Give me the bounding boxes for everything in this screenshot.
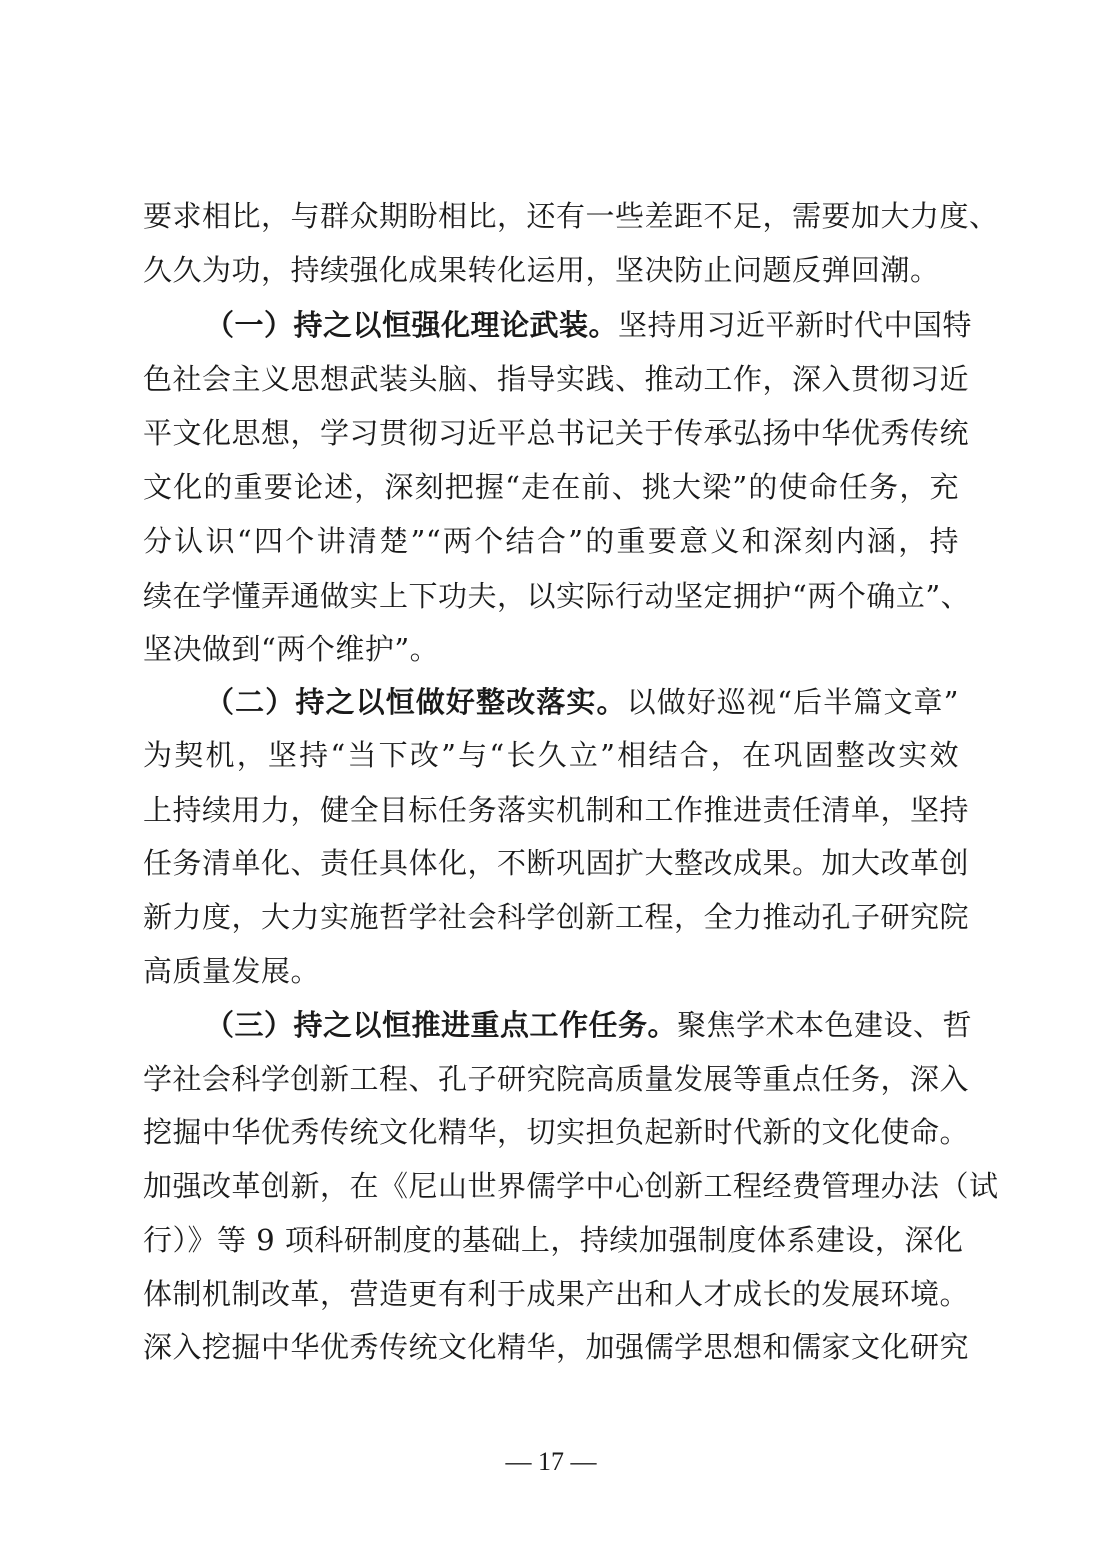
body-text-line: 行）》等 9 项科研制度的基础上，持续加强制度体系建设，深化: [143, 1223, 964, 1257]
body-text-line: 体制机制改革，营造更有利于成果产出和人才成长的发展环境。: [143, 1277, 970, 1311]
body-text-line: 坚决做到“两个维护”。: [143, 632, 440, 666]
body-text-line: 上持续用力，健全目标任务落实机制和工作推进责任清单，坚持: [143, 793, 970, 827]
body-text-line: 学社会科学创新工程、孔子研究院高质量发展等重点任务，深入: [143, 1062, 970, 1096]
body-text-line: 续在学懂弄通做实上下功夫，以实际行动坚定拥护“两个确立”、: [143, 579, 971, 613]
body-text-line: 任务清单化、责任具体化，不断巩固扩大整改成果。加大改革创: [143, 846, 970, 880]
paragraph-first-line: [205, 300, 973, 350]
section-heading: （一）持之以恒强化理论武装。: [205, 308, 619, 342]
body-text-line: 久久为功，持续强化成果转化运用，坚决防止问题反弹回潮。: [143, 253, 940, 287]
body-text-line: 挖掘中华优秀传统文化精华，切实担负起新时代新的文化使命。: [143, 1115, 970, 1149]
body-text: 坚持用习近平新时代中国特: [618, 308, 973, 342]
body-text: 聚焦学术本色建设、哲: [677, 1008, 973, 1042]
body-text-line: 要求相比，与群众期盼相比，还有一些差距不足，需要加大力度、: [143, 199, 999, 233]
section-heading: （二）持之以恒做好整改落实。: [205, 685, 627, 719]
body-text-line: 色社会主义思想武装头脑、指导实践、推动工作，深入贯彻习近: [143, 362, 970, 396]
body-text-line: 分认识“四个讲清楚”“两个结合”的重要意义和深刻内涵，持: [143, 524, 959, 558]
body-text-line: 高质量发展。: [143, 954, 321, 988]
body-text-line: 为契机，坚持“当下改”与“长久立”相结合，在巩固整改实效: [143, 738, 959, 772]
paragraph-first-line: [205, 677, 959, 727]
section-heading: （三）持之以恒推进重点工作任务。: [205, 1008, 678, 1042]
body-text-line: 加强改革创新，在《尼山世界儒学中心创新工程经费管理办法（试: [143, 1169, 999, 1203]
body-text: 以做好巡视“后半篇文章”: [626, 685, 959, 719]
body-text-line: 文化的重要论述，深刻把握“走在前、挑大梁”的使命任务，充: [143, 470, 959, 504]
page-number: — 17 —: [505, 1447, 597, 1476]
paragraph-first-line: [205, 1000, 973, 1050]
body-text-line: 新力度，大力实施哲学社会科学创新工程，全力推动孔子研究院: [143, 900, 970, 934]
body-text-line: 深入挖掘中华优秀传统文化精华，加强儒学思想和儒家文化研究: [143, 1330, 970, 1364]
body-text-line: 平文化思想，学习贯彻习近平总书记关于传承弘扬中华优秀传统: [143, 416, 970, 450]
